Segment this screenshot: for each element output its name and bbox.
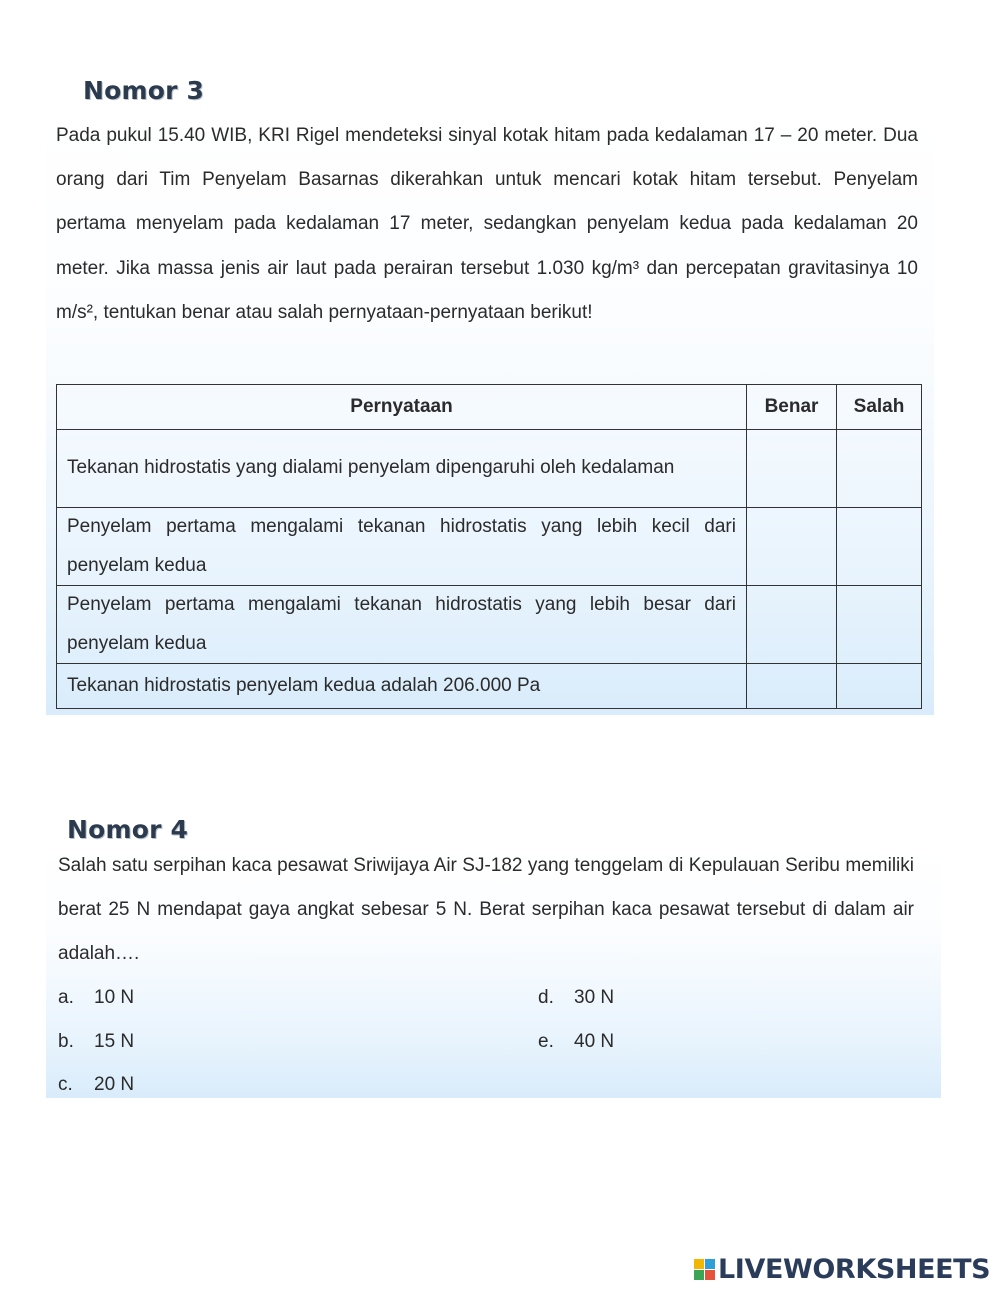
benar-cell[interactable] (747, 664, 837, 709)
option-text: 30 N (574, 987, 615, 1008)
question-4-text: Salah satu serpihan kaca pesawat Sriwijaya Air SJ-182 yang tenggelam di Kepulauan Seribu memiliki berat 25 N mendapat gaya angkat sebesar 5 N. Berat serpihan kaca pesawat tersebut di dalam air adalah…. (58, 855, 914, 965)
statement-text: Penyelam pertama mengalami tekanan hidrostatis yang lebih kecil dari penyelam kedua (57, 508, 747, 586)
header-benar: Benar (747, 385, 837, 430)
option-b[interactable] (58, 1031, 134, 1053)
option-letter: e. (538, 1031, 554, 1052)
salah-cell[interactable] (837, 664, 922, 709)
table-row (57, 430, 922, 508)
header-pernyataan: Pernyataan (57, 385, 747, 430)
benar-cell[interactable] (747, 586, 837, 664)
option-letter: b. (58, 1031, 74, 1052)
option-letter: d. (538, 987, 554, 1008)
statement-text: Tekanan hidrostatis penyelam kedua adalah 206.000 Pa (57, 664, 747, 709)
benar-cell[interactable] (747, 508, 837, 586)
table-row (57, 508, 922, 586)
table-row (57, 586, 922, 664)
header-salah: Salah (837, 385, 922, 430)
benar-cell[interactable] (747, 430, 837, 508)
question-4-heading: Nomor 4 (67, 815, 189, 844)
option-text: 20 N (94, 1074, 135, 1095)
statement-table (56, 384, 922, 709)
option-text: 15 N (94, 1031, 135, 1052)
question-3-text: Pada pukul 15.40 WIB, KRI Rigel mendeteksi sinyal kotak hitam pada kedalaman 17 – 20 meter. Dua orang dari Tim Penyelam Basarnas dikerahkan untuk mencari kotak hitam tersebut. Penyelam pertama menyelam pada kedalaman 17 meter, sedangkan penyelam kedua pada kedalaman 20 meter. Jika massa jenis air laut pada perairan tersebut 1.030 kg/m³ dan percepatan gravitasinya 10 m/s², tentukan benar atau salah pernyataan-pernyataan berikut! (56, 125, 918, 323)
salah-cell[interactable] (837, 586, 922, 664)
statement-table-header (57, 385, 922, 430)
liveworksheets-logo-text: LIVEWORKSHEETS (718, 1254, 991, 1285)
question-4-panel (46, 846, 941, 1098)
table-row (57, 664, 922, 709)
salah-cell[interactable] (837, 508, 922, 586)
statement-text: Penyelam pertama mengalami tekanan hidrostatis yang lebih besar dari penyelam kedua (57, 586, 747, 664)
option-a[interactable] (58, 987, 134, 1009)
liveworksheets-logo-icon (694, 1259, 715, 1280)
question-3-panel (46, 112, 934, 715)
option-e[interactable] (538, 1031, 614, 1053)
option-letter: a. (58, 987, 74, 1008)
option-d[interactable] (538, 987, 614, 1009)
question-3-heading: Nomor 3 (83, 76, 205, 105)
statement-text: Tekanan hidrostatis yang dialami penyelam dipengaruhi oleh kedalaman (57, 430, 747, 508)
option-text: 10 N (94, 987, 135, 1008)
option-text: 40 N (574, 1031, 615, 1052)
option-letter: c. (58, 1074, 73, 1095)
option-c[interactable] (58, 1074, 134, 1096)
salah-cell[interactable] (837, 430, 922, 508)
